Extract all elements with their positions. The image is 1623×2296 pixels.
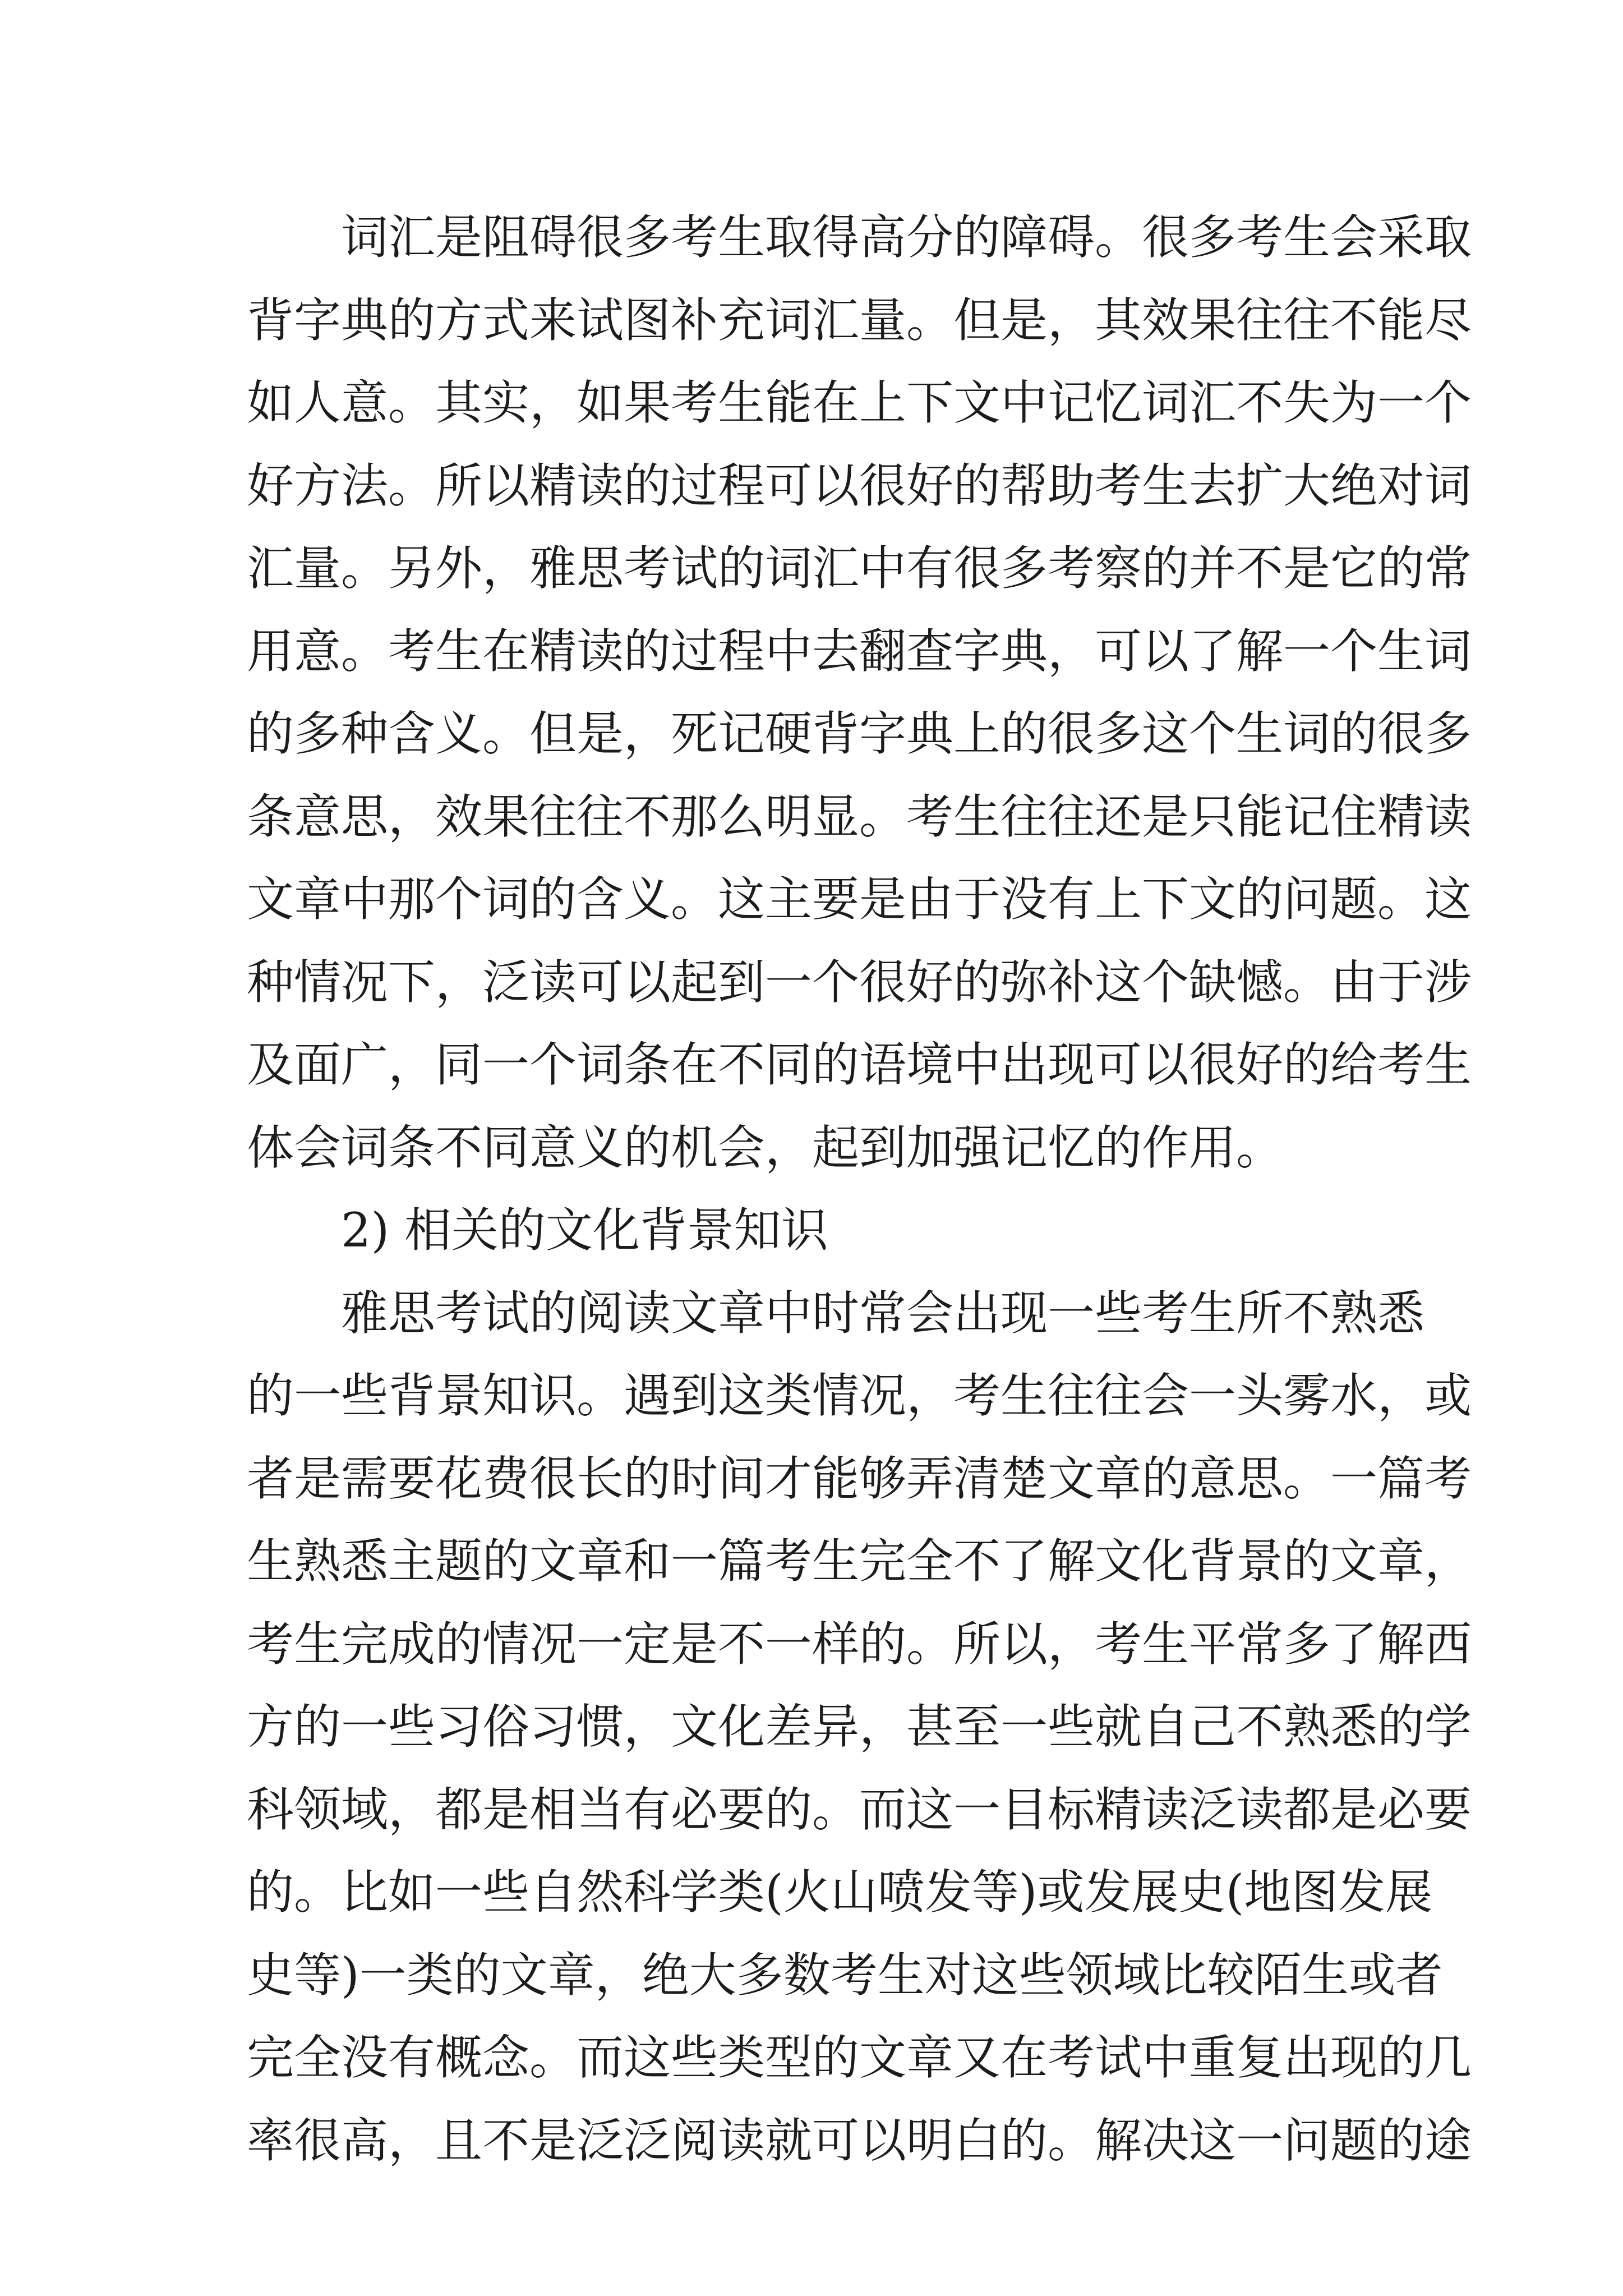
paragraph-line: 完全没有概念。而这些类型的文章又在考试中重复出现的几 (247, 2030, 1472, 2085)
paragraph-line: 科领域，都是相当有必要的。而这一目标精读泛读都是必要 (247, 1782, 1472, 1837)
section-heading: 2) 相关的文化背景知识 (341, 1203, 828, 1258)
paragraph-line: 背字典的方式来试图补充词汇量。但是，其效果往往不能尽 (247, 292, 1472, 348)
paragraph-line: 雅思考试的阅读文章中时常会出现一些考生所不熟悉 (341, 1285, 1425, 1341)
paragraph-line: 文章中那个词的含义。这主要是由于没有上下文的问题。这 (247, 872, 1472, 927)
paragraph-line: 考生完成的情况一定是不一样的。所以，考生平常多了解西 (247, 1616, 1472, 1672)
paragraph-line: 生熟悉主题的文章和一篇考生完全不了解文化背景的文章， (247, 1534, 1472, 1589)
paragraph-line: 词汇是阻碍很多考生取得高分的障碍。很多考生会采取 (341, 210, 1472, 265)
paragraph-line: 汇量。另外，雅思考试的词汇中有很多考察的并不是它的常 (247, 541, 1472, 596)
paragraph-line: 率很高，且不是泛泛阅读就可以明白的。解决这一问题的途 (247, 2113, 1472, 2168)
paragraph-line: 条意思，效果往往不那么明显。考生往往还是只能记住精读 (247, 789, 1472, 844)
paragraph-line: 方的一些习俗习惯，文化差异，甚至一些就自己不熟悉的学 (247, 1699, 1472, 1754)
paragraph-line: 的一些背景知识。遇到这类情况，考生往往会一头雾水，或 (247, 1368, 1472, 1423)
paragraph-vocabulary (247, 196, 1472, 1189)
paragraph-line: 体会词条不同意义的机会，起到加强记忆的作用。 (247, 1120, 1284, 1175)
paragraph-line: 如人意。其实，如果考生能在上下文中记忆词汇不失为一个 (247, 375, 1472, 430)
paragraph-line: 用意。考生在精读的过程中去翻查字典，可以了解一个生词 (247, 623, 1472, 679)
paragraph-line: 的。比如一些自然科学类(火山喷发等)或发展史(地图发展 (247, 1865, 1433, 1920)
paragraph-line: 及面广，同一个词条在不同的语境中出现可以很好的给考生 (247, 1037, 1472, 1092)
body-text (247, 196, 1472, 2182)
paragraph-line: 史等)一类的文章，绝大多数考生对这些领域比较陌生或者 (247, 1947, 1443, 2003)
paragraph-cultural-background (247, 1272, 1472, 2183)
paragraph-line: 种情况下，泛读可以起到一个很好的弥补这个缺憾。由于涉 (247, 954, 1472, 1010)
paragraph-line: 者是需要花费很长的时间才能够弄清楚文章的意思。一篇考 (247, 1451, 1472, 1506)
paragraph-line: 的多种含义。但是，死记硬背字典上的很多这个生词的很多 (247, 706, 1472, 761)
paragraph-line: 好方法。所以精读的过程可以很好的帮助考生去扩大绝对词 (247, 458, 1472, 513)
